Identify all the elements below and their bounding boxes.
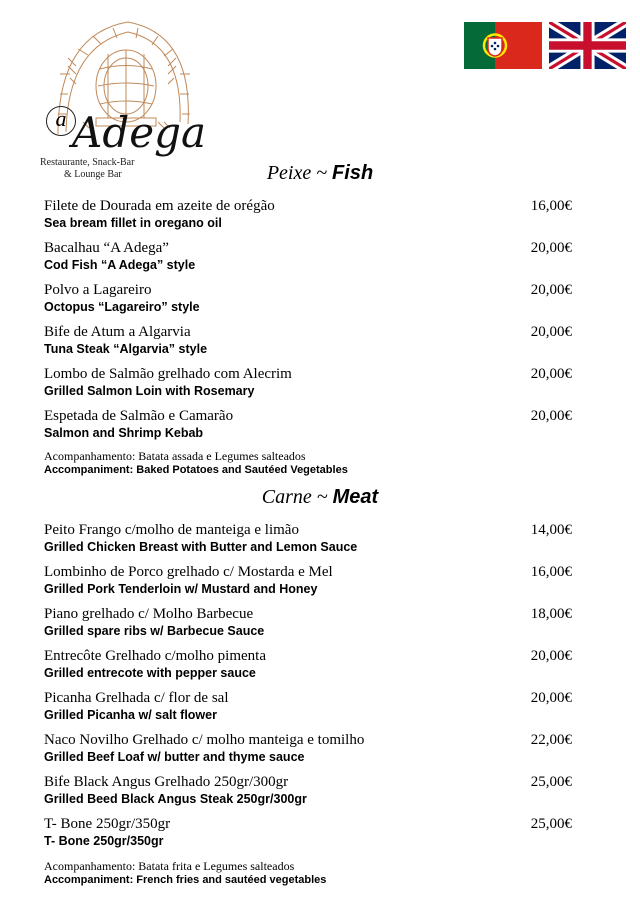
dish-name-en: Octopus “Lagareiro” style xyxy=(44,300,200,314)
dish-name-en: Grilled spare ribs w/ Barbecue Sauce xyxy=(44,624,265,638)
dish-price: 20,00€ xyxy=(530,366,572,382)
uk-flag-icon[interactable] xyxy=(549,22,626,69)
dish-name-pt: Bife Black Angus Grelhado 250gr/300gr xyxy=(44,774,289,790)
dish-name-en: Grilled Beed Black Angus Steak 250gr/300gr xyxy=(44,792,307,806)
accompaniment-en: Accompaniment: Baked Potatoes and Sautéed Vegetables xyxy=(44,464,348,476)
menu-item xyxy=(44,815,584,849)
dish-name-pt: T- Bone 250gr/350gr xyxy=(44,816,171,832)
dish-name-pt: Peito Frango c/molho de manteiga e limão xyxy=(44,522,299,538)
fish-accompaniment xyxy=(44,449,604,477)
dish-name-en: Grilled Salmon Loin with Rosemary xyxy=(44,384,255,398)
dish-name-en: Grilled Picanha w/ salt flower xyxy=(44,708,217,722)
menu-item xyxy=(44,239,584,273)
meat-title-pt: Carne xyxy=(261,486,312,508)
menu-item xyxy=(44,521,584,555)
dish-price: 16,00€ xyxy=(530,198,572,214)
dish-price: 25,00€ xyxy=(530,816,572,832)
dish-price: 16,00€ xyxy=(530,564,572,580)
menu-item xyxy=(44,281,584,315)
dish-name-pt: Entrecôte Grelhado c/molho pimenta xyxy=(44,648,267,664)
menu-item xyxy=(44,605,584,639)
fish-title-separator: ~ xyxy=(316,162,328,184)
menu-item xyxy=(44,197,584,231)
fish-section-title xyxy=(0,162,640,185)
meat-section-title xyxy=(0,486,640,509)
menu-item xyxy=(44,731,584,765)
portugal-flag-icon[interactable] xyxy=(464,22,542,69)
dish-name-pt: Polvo a Lagareiro xyxy=(44,282,152,298)
dish-name-en: Tuna Steak “Algarvia” style xyxy=(44,342,208,356)
logo-subtitle-1: Restaurante, Snack-Bar xyxy=(40,157,135,168)
dish-name-pt: Bacalhau “A Adega” xyxy=(44,240,169,256)
fish-title-en: Fish xyxy=(332,162,374,184)
dish-name-pt: Picanha Grelhada c/ flor de sal xyxy=(44,690,229,706)
dish-name-pt: Lombinho de Porco grelhado c/ Mostarda e Mel xyxy=(44,564,333,580)
dish-name-pt: Naco Novilho Grelhado c/ molho manteiga e tomilho xyxy=(44,732,365,748)
logo-prefix: a xyxy=(46,106,76,136)
meat-title-en: Meat xyxy=(332,486,379,508)
dish-price: 25,00€ xyxy=(530,774,572,790)
fish-title-pt: Peixe xyxy=(266,162,312,184)
dish-price: 14,00€ xyxy=(530,522,572,538)
menu-item xyxy=(44,365,584,399)
dish-name-en: Sea bream fillet in oregano oil xyxy=(44,216,222,230)
menu-item xyxy=(44,563,584,597)
dish-name-en: Salmon and Shrimp Kebab xyxy=(44,426,204,440)
menu-item xyxy=(44,647,584,681)
dish-price: 18,00€ xyxy=(530,606,572,622)
dish-price: 20,00€ xyxy=(530,408,572,424)
dish-name-en: Grilled Beef Loaf w/ butter and thyme sauce xyxy=(44,750,305,764)
accompaniment-en: Accompaniment: French fries and sautéed vegetables xyxy=(44,874,327,886)
dish-name-en: Cod Fish “A Adega” style xyxy=(44,258,196,272)
dish-price: 22,00€ xyxy=(530,732,572,748)
dish-name-pt: Filete de Dourada em azeite de orégão xyxy=(44,198,275,214)
logo-subtitle-2: & Lounge Bar xyxy=(64,169,122,180)
menu-item xyxy=(44,323,584,357)
accompaniment-pt: Acompanhamento: Batata assada e Legumes salteados xyxy=(44,449,306,463)
meat-title-separator: ~ xyxy=(316,486,328,508)
dish-name-pt: Piano grelhado c/ Molho Barbecue xyxy=(44,606,254,622)
dish-name-en: Grilled entrecote with pepper sauce xyxy=(44,666,256,680)
menu-item xyxy=(44,407,584,441)
dish-name-en: Grilled Pork Tenderloin w/ Mustard and Honey xyxy=(44,582,318,596)
menu-item xyxy=(44,773,584,807)
accompaniment-pt: Acompanhamento: Batata frita e Legumes salteados xyxy=(44,859,295,873)
dish-name-en: Grilled Chicken Breast with Butter and Lemon Sauce xyxy=(44,540,358,554)
dish-price: 20,00€ xyxy=(530,690,572,706)
meat-accompaniment xyxy=(44,859,604,887)
logo-name: Adega xyxy=(72,108,206,157)
menu-item xyxy=(44,689,584,723)
dish-price: 20,00€ xyxy=(530,282,572,298)
dish-price: 20,00€ xyxy=(530,648,572,664)
dish-name-pt: Espetada de Salmão e Camarão xyxy=(44,408,234,424)
dish-name-pt: Bife de Atum a Algarvia xyxy=(44,324,191,340)
dish-price: 20,00€ xyxy=(530,324,572,340)
dish-name-en: T- Bone 250gr/350gr xyxy=(44,834,164,848)
dish-name-pt: Lombo de Salmão grelhado com Alecrim xyxy=(44,366,292,382)
dish-price: 20,00€ xyxy=(530,240,572,256)
restaurant-logo xyxy=(38,14,208,184)
